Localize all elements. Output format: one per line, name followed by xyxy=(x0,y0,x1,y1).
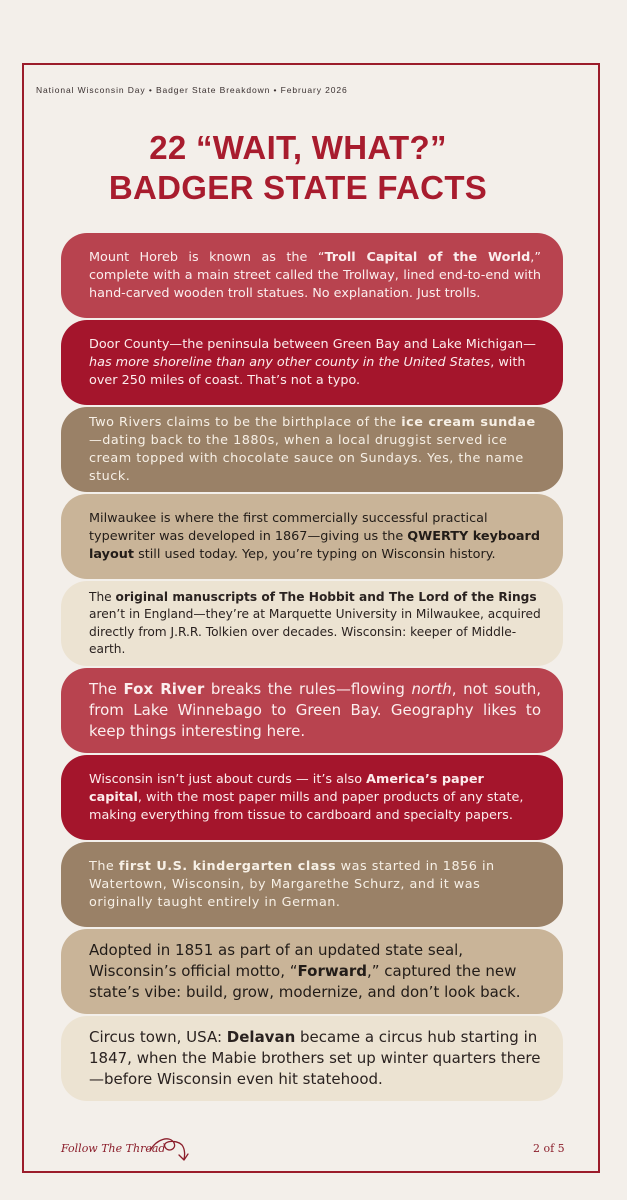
fact-text: The original manuscripts of The Hobbit and The Lord of the Rings aren’t in England—they’re at Marquette University in Milwaukee, acquired directly from J.R.R. Tolkien over decades. Wisconsin: keeper of Middle-earth. xyxy=(89,589,541,656)
fact-list xyxy=(61,233,563,1103)
curly-arrow-icon xyxy=(148,1131,192,1167)
fact-card-ice-cream-sundae xyxy=(61,407,563,492)
fact-text: Two Rivers claims to be the birthplace of the ice cream sundae—dating back to the 1880s, when a local druggist served ice cream topped with chocolate sauce on Sundays. Yes, the name stuck. xyxy=(89,414,536,484)
title-line-2: BADGER STATE FACTS xyxy=(108,169,488,206)
fact-card-door-county xyxy=(61,320,563,405)
fact-text: Door County—the peninsula between Green Bay and Lake Michigan—has more shoreline than any other county in the United States, with over 250 miles of coast. That’s not a typo. xyxy=(89,336,536,388)
page-title xyxy=(0,128,596,208)
fact-text: Circus town, USA: Delavan became a circus hub starting in 1847, when the Mabie brothers set up winter quarters there—before Wisconsin even hit statehood. xyxy=(89,1028,541,1088)
page-indicator: 2 of 5 xyxy=(533,1142,565,1155)
fact-text: Mount Horeb is known as the “Troll Capital of the World,” complete with a main street called the Trollway, lined end-to-end with hand-carved wooden troll statues. No explanation. Just trolls. xyxy=(89,249,541,301)
fact-text: Milwaukee is where the first commercially successful practical typewriter was developed in 1867—giving us the QWERTY keyboard layout still used today. Yep, you’re typing on Wisconsin history. xyxy=(89,510,540,562)
fact-card-fox-river xyxy=(61,668,563,753)
title-line-1: 22 “WAIT, WHAT?” xyxy=(149,129,447,166)
fact-card-kindergarten xyxy=(61,842,563,927)
fact-card-paper-capital xyxy=(61,755,563,840)
fact-card-troll-capital xyxy=(61,233,563,318)
fact-card-typewriter xyxy=(61,494,563,579)
fact-text: The first U.S. kindergarten class was started in 1856 in Watertown, Wisconsin, by Margarethe Schurz, and it was originally taught entirely in German. xyxy=(89,858,495,910)
follow-the-thread-label: Follow The Thread xyxy=(61,1142,166,1155)
fact-card-delavan-circus xyxy=(61,1016,563,1101)
fact-text: Adopted in 1851 as part of an updated state seal, Wisconsin’s official motto, “Forward,” captured the new state’s vibe: build, grow, modernize, and don’t look back. xyxy=(89,941,521,1001)
fact-text: The Fox River breaks the rules—flowing north, not south, from Lake Winnebago to Green Bay. Geography likes to keep things interesting here. xyxy=(89,680,541,740)
fact-text: Wisconsin isn’t just about curds — it’s also America’s paper capital, with the most paper mills and paper products of any state, making everything from tissue to cardboard and specialty papers. xyxy=(89,771,524,823)
fact-card-tolkien xyxy=(61,581,563,666)
fact-card-forward-motto xyxy=(61,929,563,1014)
kicker-line: National Wisconsin Day • Badger State Breakdown • February 2026 xyxy=(36,85,348,95)
